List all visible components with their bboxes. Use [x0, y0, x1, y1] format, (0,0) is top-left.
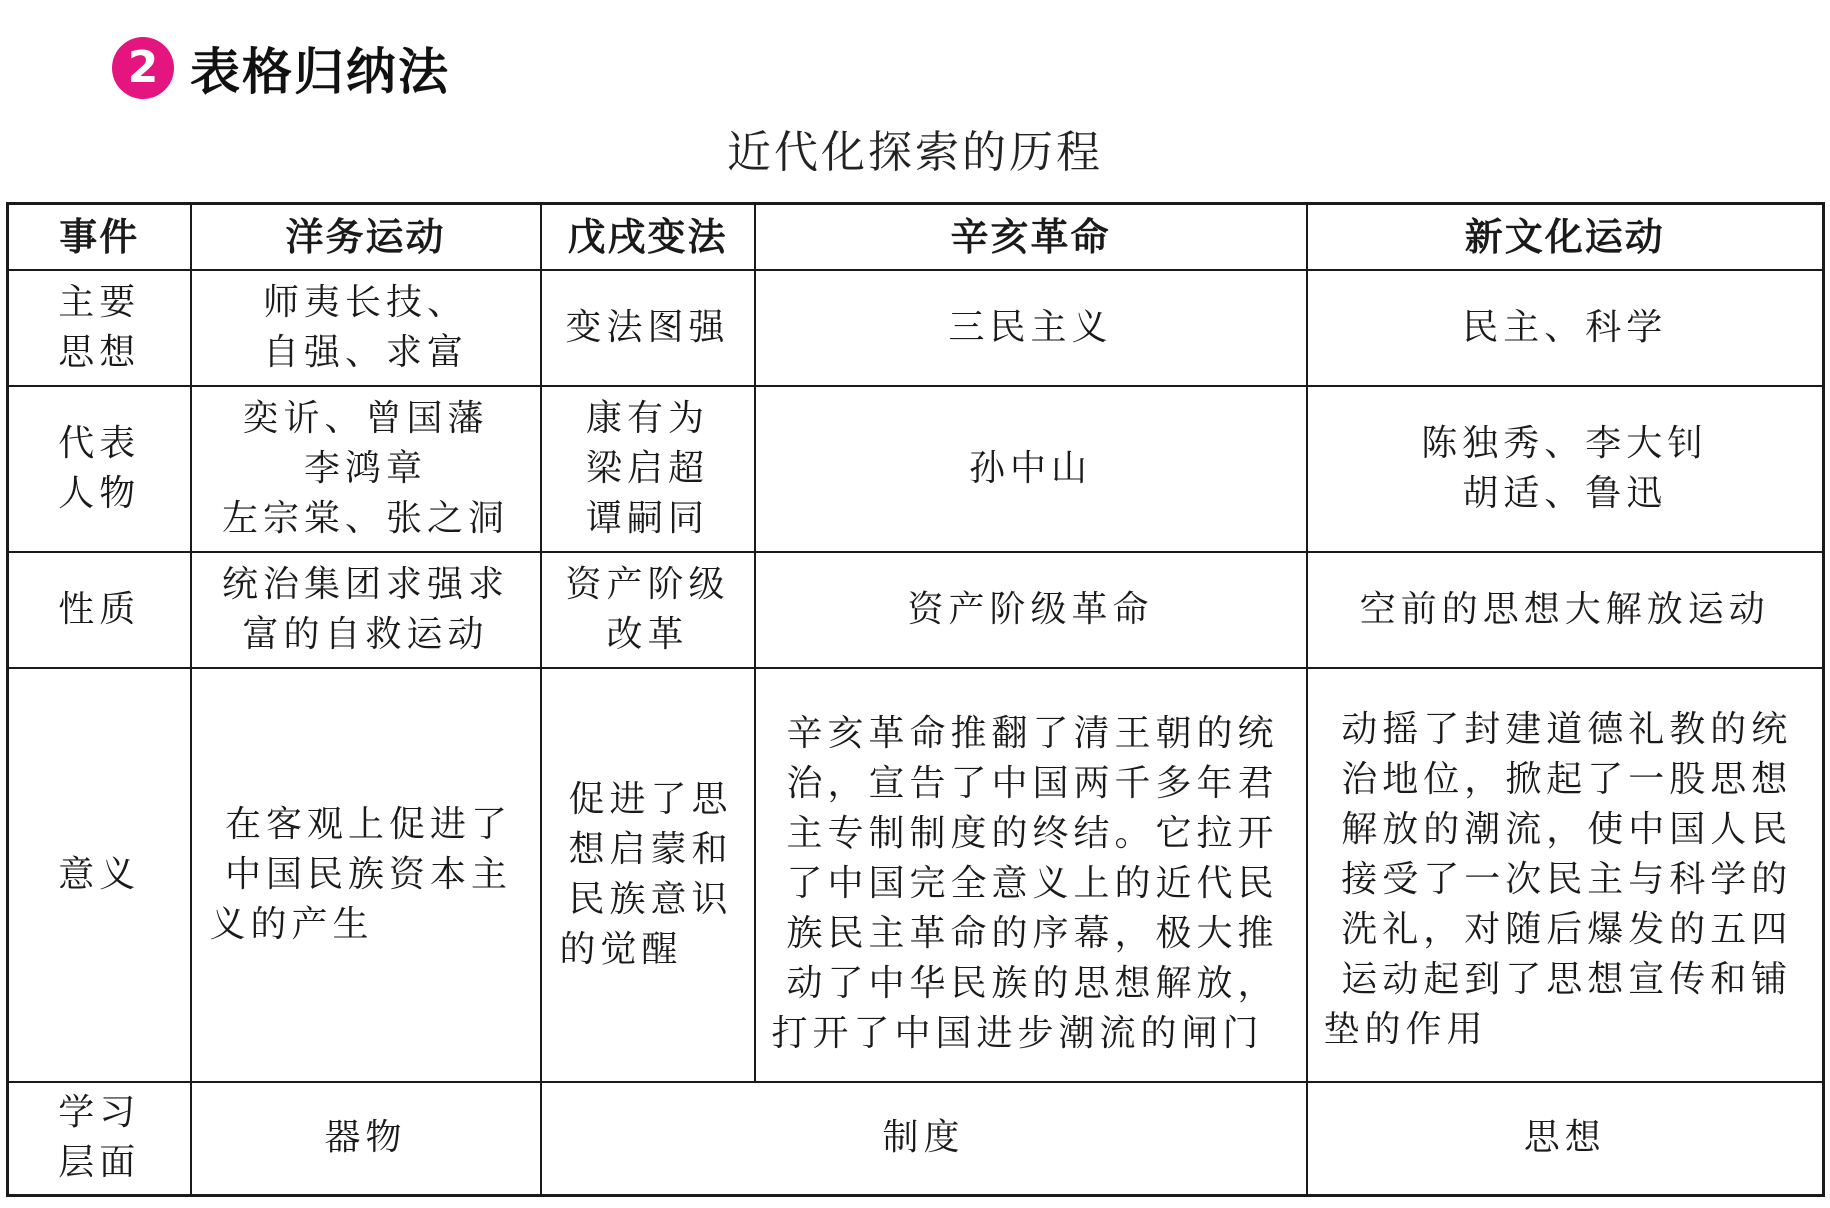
table-cell: 辛亥革命推翻了清王朝的统治，宣告了中国两千多年君主专制制度的终结。它拉开了中国完全意义上的近代民族民主革命的序幕，极大推动了中华民族的思想解放，打开了中国进步潮流的闸门	[755, 668, 1307, 1082]
table-cell: 师夷长技、 自强、求富	[191, 270, 541, 386]
table-cell: 统治集团求强求 富的自救运动	[191, 552, 541, 668]
table-cell: 在客观上促进了中国民族资本主义的产生	[191, 668, 541, 1082]
table-cell: 动摇了封建道德礼教的统治地位，掀起了一股思想解放的潮流，使中国人民接受了一次民主与科学的洗礼，对随后爆发的五四运动起到了思想宣传和铺垫的作用	[1307, 668, 1824, 1082]
table-cell: 器物	[191, 1082, 541, 1196]
table-title: 近代化探索的历程	[727, 127, 1103, 178]
table-cell: 民主、科学	[1307, 270, 1824, 386]
table-cell: 思想	[1307, 1082, 1824, 1196]
table-cell: 陈独秀、李大钊 胡适、鲁迅	[1307, 386, 1824, 552]
table-cell: 康有为 梁启超 谭嗣同	[541, 386, 755, 552]
table-cell: 奕䜣、曾国藩 李鸿章 左宗棠、张之洞	[191, 386, 541, 552]
table-cell: 孙中山	[755, 386, 1307, 552]
table-row-nature	[8, 552, 1824, 668]
row-label-significance: 意义	[8, 668, 191, 1082]
table-row-representatives	[8, 386, 1824, 552]
comparison-table	[6, 202, 1825, 1197]
column-header-event: 事件	[8, 204, 191, 270]
table-cell: 促进了思想启蒙和民族意识的觉醒	[541, 668, 755, 1082]
section-title: 表格归纳法	[190, 43, 450, 101]
table-cell: 资产阶级革命	[755, 552, 1307, 668]
table-row-significance	[8, 668, 1824, 1082]
table-cell: 制度	[541, 1082, 1307, 1196]
table-row-main-thought	[8, 270, 1824, 386]
column-header-xinhai-revolution: 辛亥革命	[755, 204, 1307, 270]
section-number-badge: 2	[112, 37, 174, 99]
column-header-new-culture-movement: 新文化运动	[1307, 204, 1824, 270]
table-cell: 变法图强	[541, 270, 755, 386]
row-label-nature: 性质	[8, 552, 191, 668]
column-header-hundred-days-reform: 戊戌变法	[541, 204, 755, 270]
row-label-representatives: 代表 人物	[8, 386, 191, 552]
table-cell: 三民主义	[755, 270, 1307, 386]
row-label-main-thought: 主要 思想	[8, 270, 191, 386]
table-row-learning-level	[8, 1082, 1824, 1196]
section-heading	[112, 32, 450, 104]
table-cell: 资产阶级 改革	[541, 552, 755, 668]
table-cell: 空前的思想大解放运动	[1307, 552, 1824, 668]
column-header-self-strengthening: 洋务运动	[191, 204, 541, 270]
table-header-row	[8, 204, 1824, 270]
row-label-learning-level: 学习 层面	[8, 1082, 191, 1196]
